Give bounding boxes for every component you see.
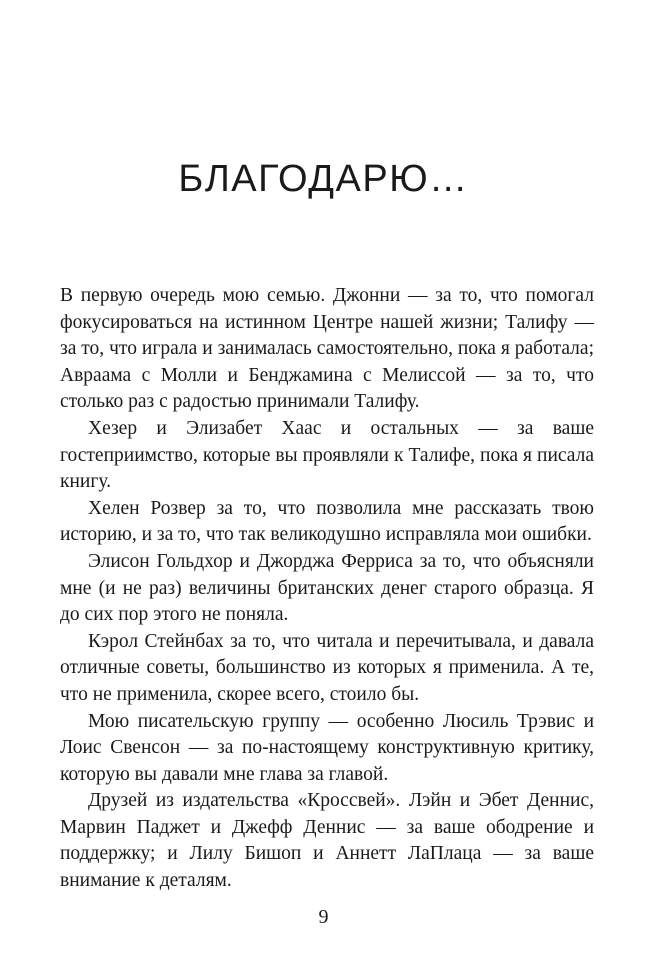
paragraph: Хелен Розвер за то, что позволила мне рассказать твою историю, и за то, что так великодушно исправляла мои ошибки. [60,497,594,546]
paragraph: Хезер и Элизабет Хаас и остальных — за ваше гостеприимство, которые вы проявляли к Талифе, пока я писала книгу. [60,417,594,493]
paragraph: Мою писательскую группу — особенно Люсиль Трэвис и Лоис Свенсон — за по-настоящему конструктивную критику, которую вы давали мне глава за главой. [60,710,594,785]
acknowledgements-text [60,283,594,895]
paragraph: Друзей из издательства «Кроссвей». Лэйн и Эбет Деннис, Марвин Паджет и Джефф Деннис — за ваше ободрение и поддержку; и Лилу Бишоп и Аннетт ЛаПлаца — за ваше внимание к деталям. [60,790,594,892]
paragraph: Элисон Гольдхор и Джорджа Ферриса за то, что объясняли мне (и не раз) величины британских денег старого образца. Я до сих пор этого не поняла. [60,550,594,626]
paragraph: Кэрол Стейнбах за то, что читала и перечитывала, и давала отличные советы, большинство из которых я применила. А те, что не применила, скорее всего, стоило бы. [60,630,594,705]
page-number: 9 [318,906,329,928]
page-title: БЛАГОДАРЮ… [178,158,469,200]
paragraph: В первую очередь мою семью. Джонни — за то, что помогал фокусироваться на истинном Центре нашей жизни; Талифу — за то, что играла и занималась самостоятельно, пока я работала; Авраама с Молли и Бенджамина с Мелиссой — за то, что столько раз с радостью принимали Талифу. [60,285,594,413]
